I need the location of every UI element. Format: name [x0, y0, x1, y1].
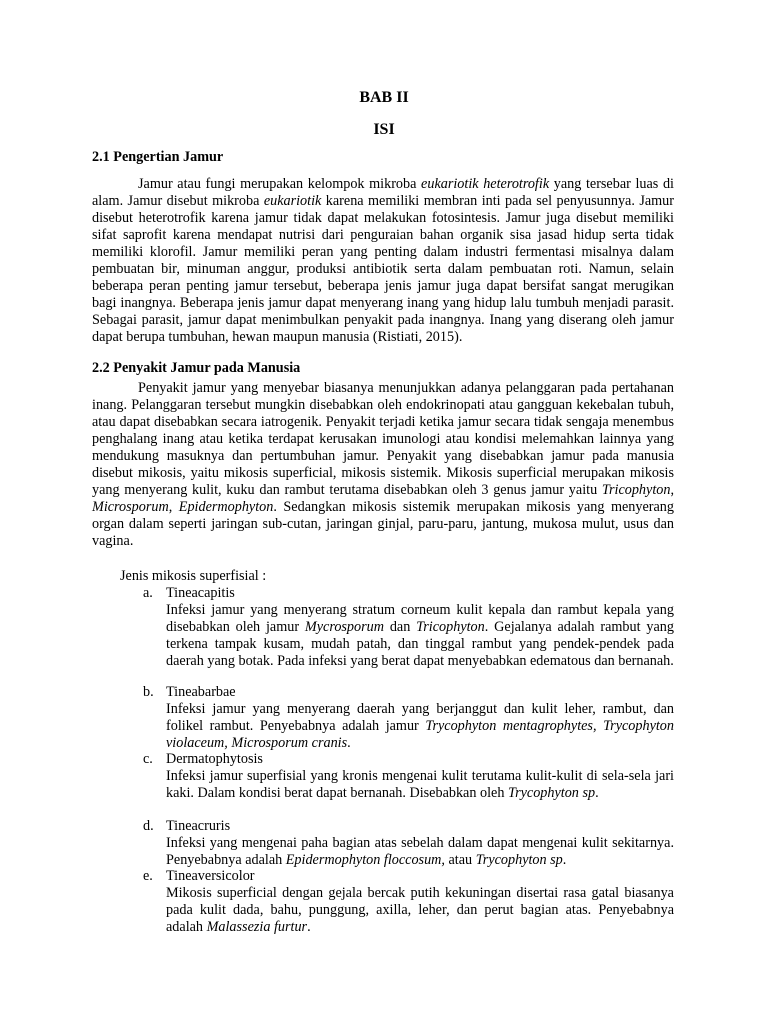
species-name: Malassezia furtur: [206, 919, 308, 935]
text-run: Mikosis superficial dengan gejala bercak putih kekuningan disertai rasa gatal biasanya pada kulit dada, bahu, punggung, axilla, leher, dan perut bagian atas. Penyebabnya adalah: [166, 885, 674, 935]
text-run: Infeksi jamur superfisial yang kronis mengenai kulit terutama kulit-kulit di sela-sela jari kaki. Dalam kondisi berat dapat bernanah. Disebabkan oleh: [166, 768, 674, 801]
list-item-description: [166, 768, 674, 802]
species-name: Epidermophyton floccosum,: [285, 852, 445, 868]
text-run: Infeksi jamur yang menyerang daerah yang berjanggut dan kulit leher, rambut, dan folikel rambut. Penyebabnya adalah jamur: [166, 701, 674, 734]
text-run: ,: [670, 482, 674, 498]
genus-name: Epidermophyton: [178, 499, 274, 515]
text-run: . Sedangkan mikosis sistemik merupakan mikosis yang menyerang organ dalam seperti jaringan sub-cutan, jaringan ginjal, paru-paru, jantung, mukosa mulut, usus dan vagina.: [92, 499, 674, 549]
text-run: ,: [168, 499, 179, 515]
species-name: Trycophyton mentagrophytes, Trycophyton violaceum, Microsporum cranis: [166, 718, 674, 751]
text-run: dan: [383, 619, 417, 635]
italic-term: eukariotik: [263, 193, 322, 209]
list-letter: d.: [143, 818, 154, 834]
species-name: Mycrosporum: [304, 619, 384, 635]
text-run: .: [562, 852, 567, 868]
text-run: Penyakit jamur yang menyebar biasanya menunjukkan adanya pelanggaran pada pertahanan inang. Pelanggaran tersebut mungkin disebabkan oleh endokrinopati atau gangguan kekebalan tubuh, atau dapat disebabkan secara iatrogenik. Penyakit terjadi ketika jamur secara tidak sengaja menembus penghalang inang atau ketika terdapat kerusakan imunologi atau kondisi melemahkan lainnya yang mendukung masuknya dan pertumbuhan jamur. Penyakit yang disebabkan jamur pada manusia disebut mikosis, yaitu mikosis superficial, mikosis sistemik. Mikosis superficial merupakan mikosis yang menyerang kulit, kuku dan rambut terutama disebabkan oleh 3 genus jamur yaitu: [92, 380, 674, 498]
chapter-title: BAB II: [359, 89, 409, 106]
list-letter: e.: [143, 868, 153, 884]
list-letter: a.: [143, 585, 153, 601]
section-heading-2: 2.2 Penyakit Jamur pada Manusia: [92, 360, 301, 376]
text-run: atau: [444, 852, 476, 868]
list-item-title: Dermatophytosis: [166, 751, 263, 767]
list-item-description: [166, 602, 674, 670]
section-1-paragraph: [92, 176, 674, 346]
list-item-title: Tineabarbae: [166, 684, 236, 700]
section-heading-1: 2.1 Pengertian Jamur: [92, 149, 224, 165]
text-run: Jamur atau fungi merupakan kelompok mikroba: [138, 176, 422, 192]
list-item-description: [166, 835, 674, 869]
list-letter: c.: [143, 751, 153, 767]
text-run: . Gejalanya adalah rambut yang terkena tampak kusam, mudah patah, dan tinggal rambut yang pendek-pendek pada daerah yang botak. Pada infeksi yang berat dapat menyebabkan edematous dan bernanah.: [166, 619, 674, 669]
list-item-title: Tineacapitis: [166, 585, 235, 601]
list-letter: b.: [143, 684, 154, 700]
text-run: .: [347, 735, 351, 751]
list-item-description: [166, 701, 674, 752]
genus-name: Tricophyton: [601, 482, 671, 498]
genus-name: Microsporum: [92, 499, 169, 515]
species-name: Trycophyton sp: [475, 852, 563, 868]
species-name: Trycophyton sp: [507, 785, 596, 801]
species-name: Tricophyton: [416, 619, 485, 635]
text-run: Infeksi jamur yang menyerang stratum corneum kulit kepala dan rambut kepala yang disebabkan oleh jamur: [166, 602, 674, 635]
text-run: .: [595, 785, 599, 801]
chapter-subtitle: ISI: [373, 121, 395, 138]
list-item-title: Tineacruris: [166, 818, 231, 834]
list-item-description: [166, 885, 674, 936]
section-2-paragraph: [92, 380, 674, 550]
list-intro: Jenis mikosis superfisial :: [120, 568, 267, 584]
text-run: yang tersebar luas di alam. Jamur disebut mikroba: [92, 176, 674, 209]
text-run: Infeksi yang mengenai paha bagian atas sebelah dalam dapat mengenai kulit sekitarnya. Penyebabnya adalah: [166, 835, 674, 868]
text-run: karena memiliki membran inti pada sel penyusunnya. Jamur disebut heterotrofik karena jamur tidak dapat melakukan fotosintesis. Jamur juga disebut memiliki sifat saprofit karena mendapat nutrisi dari penguraian bahan organik sisa jasad hidup serta tidak memiliki klorofil. Jamur memiliki peran yang penting dalam industri fermentasi misalnya dalam pembuatan bir, minuman anggur, produksi antibiotik serta dalam pembuatan roti. Namun, selain beberapa peran penting jamur tersebut, beberapa jenis jamur juga dapat bersifat sangat merugikan bagi inangnya. Beberapa jenis jamur dapat menyerang inang yang hidup lalu tumbuh menjadi parasit. Sebagai parasit, jamur dapat menimbulkan penyakit pada inangnya. Inang yang diserang oleh jamur dapat berupa tumbuhan, hewan maupun manusia (Ristiati, 2015).: [92, 193, 674, 345]
text-run: .: [307, 919, 311, 935]
italic-term: eukariotik heterotrofik: [421, 176, 550, 192]
list-item-title: Tineaversicolor: [166, 868, 255, 884]
